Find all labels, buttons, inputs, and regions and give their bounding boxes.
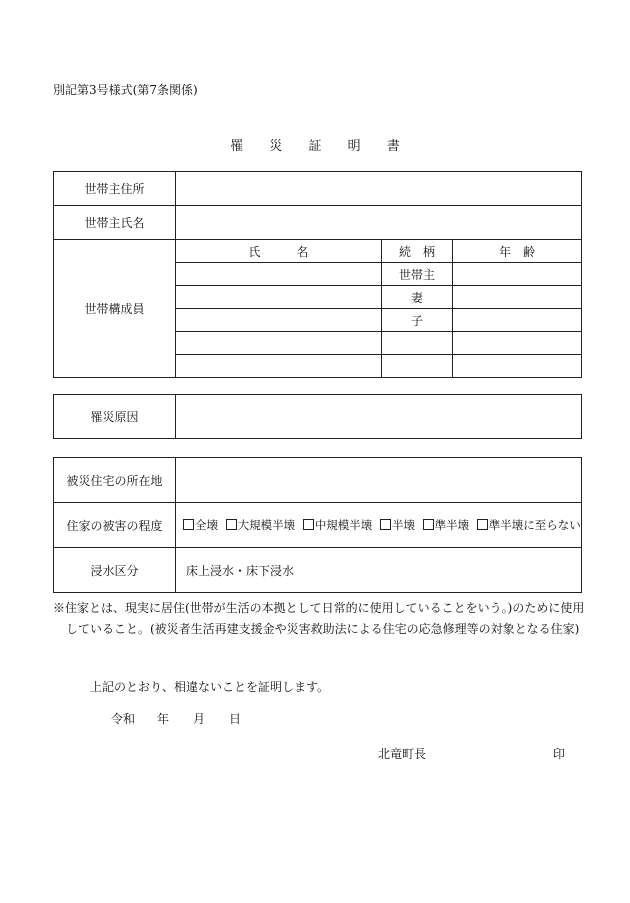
members-label: 世帯構成員	[54, 240, 176, 378]
head-address-row	[54, 172, 582, 206]
member-age-field[interactable]	[453, 332, 582, 355]
household-table	[53, 171, 582, 378]
option-below-semi-half[interactable]: 準半壊に至らない	[477, 518, 581, 532]
head-address-label: 世帯主住所	[54, 172, 176, 206]
date-year: 年	[157, 712, 170, 726]
member-name-field[interactable]	[176, 355, 382, 378]
option-half-collapse[interactable]: 半壊	[380, 518, 415, 532]
checkbox-icon[interactable]	[423, 519, 434, 530]
member-relation: 子	[382, 309, 453, 332]
head-address-field[interactable]	[176, 172, 582, 206]
note-line-1: ※住家とは、現実に居住(世帯が生活の本拠として日常的に使用していることをいう。)のために使用	[53, 601, 585, 615]
form-number: 別記第3号様式(第7条関係)	[53, 83, 198, 97]
seal-mark: 印	[553, 747, 566, 761]
flood-label: 浸水区分	[54, 548, 176, 593]
member-relation: 世帯主	[382, 263, 453, 286]
date-month: 月	[193, 712, 206, 726]
option-semi-half[interactable]: 準半壊	[423, 518, 470, 532]
date-line	[111, 710, 241, 727]
member-age-field[interactable]	[453, 355, 582, 378]
option-medium-scale-half[interactable]: 中規模半壊	[303, 518, 373, 532]
document-title: 罹 災 証 明 書	[230, 139, 411, 154]
cause-row	[54, 395, 582, 439]
column-age: 年 齢	[453, 240, 582, 263]
head-name-row	[54, 206, 582, 240]
location-row	[54, 458, 582, 503]
issuer: 北竜町長	[378, 747, 427, 761]
member-age-field[interactable]	[453, 286, 582, 309]
member-age-field[interactable]	[453, 263, 582, 286]
member-name-field[interactable]	[176, 309, 382, 332]
cause-table	[53, 394, 582, 439]
degree-label: 住家の被害の程度	[54, 503, 176, 548]
head-name-label: 世帯主氏名	[54, 206, 176, 240]
checkbox-icon[interactable]	[303, 519, 314, 530]
checkbox-icon[interactable]	[380, 519, 391, 530]
flood-value: 床上浸水・床下浸水	[176, 548, 582, 593]
option-total-collapse[interactable]: 全壊	[183, 518, 218, 532]
checkbox-icon[interactable]	[226, 519, 237, 530]
column-name: 氏 名	[176, 240, 382, 263]
certification-statement: 上記のとおり、相違ないことを証明します。	[90, 680, 330, 694]
degree-row	[54, 503, 582, 548]
member-name-field[interactable]	[176, 332, 382, 355]
member-age-field[interactable]	[453, 309, 582, 332]
member-relation[interactable]	[382, 355, 453, 378]
note-line-2: していること。(被災者生活再建支援金や災害救助法による住宅の応急修理等の対象となる住家)	[66, 622, 580, 636]
location-field[interactable]	[176, 458, 582, 503]
date-day: 日	[229, 712, 242, 726]
member-name-field[interactable]	[176, 263, 382, 286]
head-name-field[interactable]	[176, 206, 582, 240]
location-label: 被災住宅の所在地	[54, 458, 176, 503]
option-large-scale-half[interactable]: 大規模半壊	[226, 518, 296, 532]
cause-field[interactable]	[176, 395, 582, 439]
checkbox-icon[interactable]	[183, 519, 194, 530]
members-header-row	[54, 240, 582, 263]
flood-row	[54, 548, 582, 593]
member-relation: 妻	[382, 286, 453, 309]
member-name-field[interactable]	[176, 286, 382, 309]
member-relation[interactable]	[382, 332, 453, 355]
cause-label: 罹災原因	[54, 395, 176, 439]
date-era: 令和	[111, 712, 136, 726]
degree-options	[176, 503, 582, 548]
checkbox-icon[interactable]	[477, 519, 488, 530]
column-relation: 続 柄	[382, 240, 453, 263]
damage-table	[53, 457, 582, 593]
